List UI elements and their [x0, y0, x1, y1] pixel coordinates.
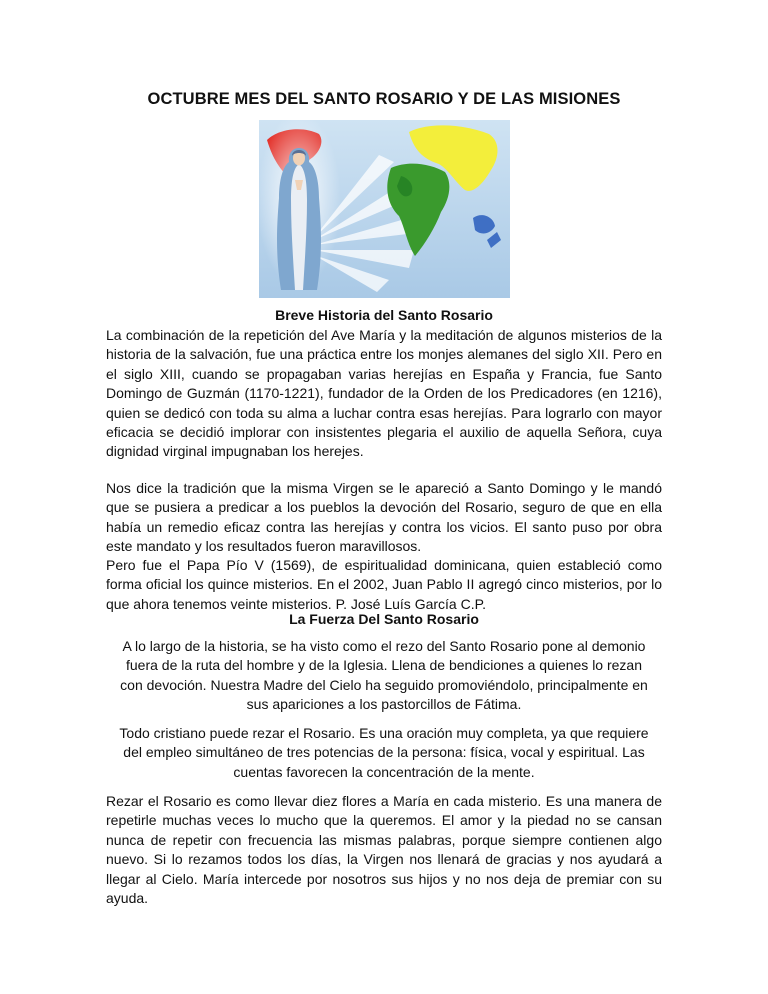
history-paragraph-1: La combinación de la repetición del Ave María y la meditación de algunos misterios de la historia de la salvación, fue una práctica entre los monjes alemanes del siglo XII. Pero en el siglo XIII, cuando se propagaban varias herejías en España y Francia, fue Santo Domingo de Guzmán (1170-1221), fundador de la Orden de los Predicadores (en 1216), quien se dedicó con toda su alma a luchar contra esas herejías. Para lograrlo con mayor eficacia se decidió implorar con insistentes plegaria el auxilio de aquella Señora, cuya dignidad virginal impugnaban los herejes.	[106, 327, 662, 460]
strength-paragraph-1: A lo largo de la historia, se ha visto como el rezo del Santo Rosario pone al demonio fuera de la ruta del hombre y de la Iglesia. Llena de bendiciones a quienes lo rezan con devoción. Nuestra Madre del Cielo ha seguido promoviéndolo, principalmente en sus apariciones a los pastorcillos de Fátima.	[120, 638, 648, 713]
history-paragraph-2: Nos dice la tradición que la misma Virgen se le apareció a Santo Domingo y le mandó que se pusiera a predicar a los pueblos la devoción del Rosario, seguro de que en ella había un remedio eficaz contra las herejías y contra los vicios. El santo puso por obra este mandato y los resultados fueron maravillosos.	[106, 480, 662, 555]
section-heading-strength: La Fuerza Del Santo Rosario	[289, 611, 479, 627]
virgin-world-map-image	[259, 120, 510, 298]
section-heading-history: Breve Historia del Santo Rosario	[275, 307, 493, 323]
strength-paragraph-3: Rezar el Rosario es como llevar diez flores a María en cada misterio. Es una manera de repetirle muchas veces lo mucho que la queremos. El amor y la piedad no se cansan nunca de repetir con frecuencia las mismas palabras, porque siempre contienen algo nuevo. Si lo rezamos todos los días, la Virgen nos llenará de gracias y nos ayudará a llegar al Cielo. María intercede por nosotros sus hijos y no nos deja de premiar con su ayuda.	[106, 793, 662, 907]
page-title: OCTUBRE MES DEL SANTO ROSARIO Y DE LAS MISIONES	[147, 90, 621, 108]
history-paragraph-3: Pero fue el Papa Pío V (1569), de espiritualidad dominicana, quien estableció como forma oficial los quince misterios. En el 2002, Juan Pablo II agregó cinco misterios, por lo que ahora tenemos veinte misterios. P. José Luís García C.P.	[106, 557, 662, 612]
strength-paragraph-2: Todo cristiano puede rezar el Rosario. Es una oración muy completa, ya que requiere del empleo simultáneo de tres potencias de la persona: física, vocal y espiritual. Las cuentas favorecen la concentración de la mente.	[119, 725, 649, 780]
